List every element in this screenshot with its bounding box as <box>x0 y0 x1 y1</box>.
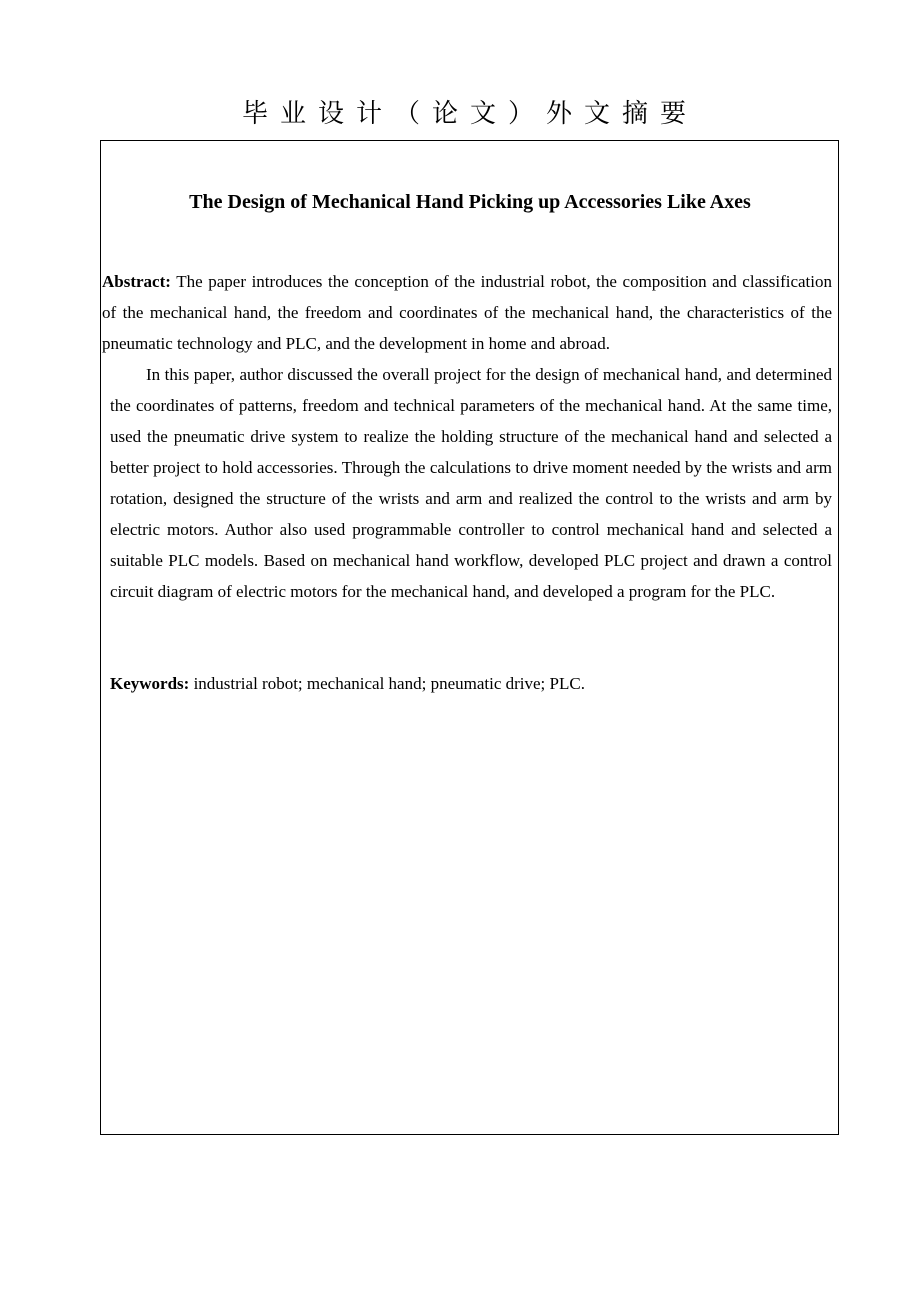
keywords-paragraph <box>110 668 832 699</box>
document-title: The Design of Mechanical Hand Picking up Accessories Like Axes <box>189 191 751 213</box>
abstract-body-paragraph: In this paper, author discussed the overall project for the design of mechanical hand, and determined the coordinates of patterns, freedom and technical parameters of the mechanical hand. At the same time, used the pneumatic drive system to realize the holding structure of the mechanical hand and selected a better project to hold accessories. Through the calculations to drive moment needed by the wrists and arm rotation, designed the structure of the wrists and arm and realized the control to the wrists and arm by electric motors. Author also used programmable controller to control mechanical hand and selected a suitable PLC models. Based on mechanical hand workflow, developed PLC project and drawn a control circuit diagram of electric motors for the mechanical hand, and developed a program for the PLC. <box>110 365 832 601</box>
keywords-label: Keywords: <box>110 674 190 693</box>
abstract-intro-paragraph <box>102 266 832 359</box>
page-header-title: 毕业设计（论文）外文摘要 <box>241 99 698 129</box>
abstract-intro-text: The paper introduces the conception of the industrial robot, the composition and classification of the mechanical hand, the freedom and coordinates of the mechanical hand, the characteristics of the pneumatic technology and PLC, and the development in home and abroad. <box>102 272 832 353</box>
keywords-text: industrial robot; mechanical hand; pneumatic drive; PLC. <box>193 674 585 693</box>
abstract-label: Abstract: <box>102 272 171 291</box>
